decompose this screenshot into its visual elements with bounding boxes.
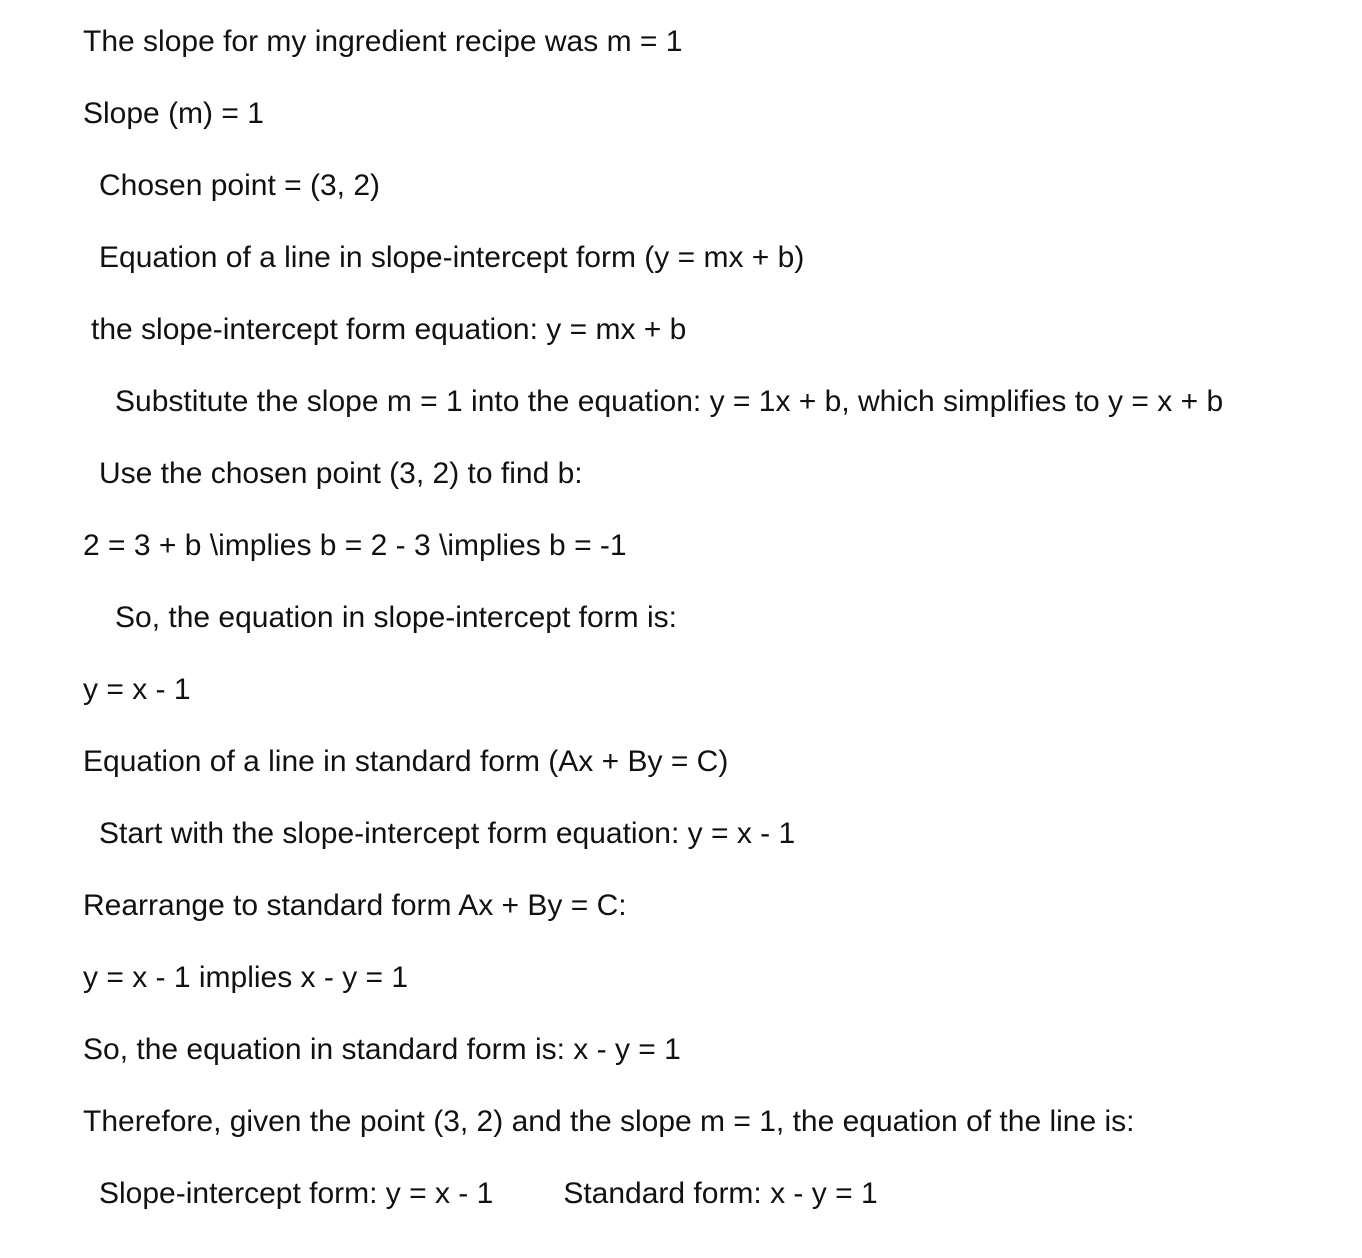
text-line-so-slope-intercept: So, the equation in slope-intercept form is:: [115, 601, 677, 634]
text-line-result-slope-intercept: y = x - 1: [83, 673, 191, 706]
cutoff-next-line: [83, 1244, 483, 1258]
final-slope-intercept-form: Slope-intercept form: y = x - 1: [99, 1177, 494, 1210]
text-line-therefore: Therefore, given the point (3, 2) and the slope m = 1, the equation of the line is:: [83, 1105, 1135, 1138]
text-line-chosen-point: Chosen point = (3, 2): [99, 169, 381, 202]
text-line-slope-intercept-heading: Equation of a line in slope-intercept form (y = mx + b): [99, 241, 805, 274]
text-line-start-with: Start with the slope-intercept form equation: y = x - 1: [99, 817, 796, 850]
text-line-final-forms: [99, 1176, 878, 1212]
text-line-recipe-slope: The slope for my ingredient recipe was m = 1: [83, 25, 683, 58]
text-line-solve-b: 2 = 3 + b \implies b = 2 - 3 \implies b = -1: [83, 529, 627, 562]
final-standard-form: Standard form: x - y = 1: [563, 1177, 878, 1210]
text-line-slope-intercept-equation: the slope-intercept form equation: y = mx + b: [91, 313, 687, 346]
text-line-rearrange: Rearrange to standard form Ax + By = C:: [83, 889, 627, 922]
text-line-slope-value: Slope (m) = 1: [83, 97, 264, 130]
text-line-standard-form-heading: Equation of a line in standard form (Ax + By = C): [83, 745, 729, 778]
text-line-so-standard: So, the equation in standard form is: x - y = 1: [83, 1033, 681, 1066]
text-line-implies: y = x - 1 implies x - y = 1: [83, 961, 409, 994]
text-line-substitute-slope: Substitute the slope m = 1 into the equation: y = 1x + b, which simplifies to y = x + b: [115, 385, 1224, 418]
text-line-use-point: Use the chosen point (3, 2) to find b:: [99, 457, 583, 490]
